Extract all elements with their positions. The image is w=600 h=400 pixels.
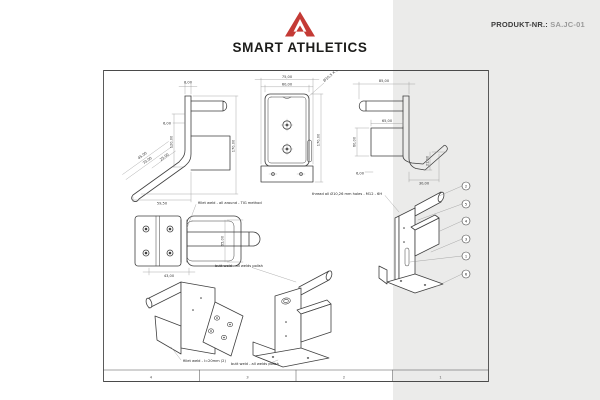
grid-number: 2 — [342, 374, 346, 380]
note-fillet-weld-20: fillet weld - l=20mm (2) — [183, 359, 226, 363]
dim-lip-length: 45,00 — [137, 151, 148, 161]
view-side-left — [123, 81, 239, 206]
view-side-right — [353, 79, 448, 185]
product-number-label: PRODUKT-NR.: — [491, 20, 548, 29]
product-number-value: SA.JC-01 — [550, 20, 585, 29]
balloon-numbers — [465, 184, 468, 276]
balloon-number: 1 — [464, 254, 468, 259]
product-number — [491, 20, 596, 29]
note-countersink: Ø10,5 X 90° — [322, 70, 342, 83]
dim-plate-height: 120,00 — [169, 135, 174, 149]
balloon-number: 6 — [464, 272, 468, 277]
logo-mark — [282, 10, 318, 38]
dim-lines — [353, 82, 446, 182]
note-thread-holes: thread all Ø10,26 mm holes - M12 - 6H — [312, 192, 383, 196]
dim-box-depth: 65,00 — [220, 235, 225, 247]
dim-labels — [353, 79, 430, 185]
dim-top-width: 85,00 — [378, 79, 390, 84]
dim-total-height: 170,00 — [316, 133, 321, 147]
dim-thickness: 6,00 — [355, 171, 364, 176]
dim-top-width: 8,00 — [183, 80, 193, 85]
dim-pin-offset: 43,00 — [163, 273, 175, 278]
dim-lip-depth: 30,00 — [418, 181, 430, 186]
dim-labels — [282, 70, 342, 146]
dim-lip-height: 21,00 — [425, 155, 430, 167]
note-butt-weld-lower: butt weld - all welds polish — [231, 362, 279, 366]
dim-body-width: 60,00 — [281, 82, 293, 87]
dim-thickness: 6,00 — [162, 121, 171, 126]
dim-total-height: 170,00 — [231, 139, 236, 153]
dim-seat-length: 70,00 — [142, 156, 153, 166]
view-iso-balloons — [312, 182, 470, 293]
view-front — [255, 70, 342, 182]
dim-labels — [137, 81, 235, 206]
view-iso-back — [145, 282, 243, 363]
note-fillet-weld-tig: fillet weld - all around - TIG method — [198, 201, 262, 205]
drawing-sheet — [103, 70, 489, 382]
balloon-number: 2 — [464, 184, 468, 189]
page-header — [0, 0, 600, 60]
note-butt-weld-upper: butt weld - all welds polish — [215, 264, 263, 268]
dim-box-width: 65,00 — [381, 119, 393, 123]
dim-box-height: 60,00 — [352, 136, 357, 148]
triangle-a-icon — [285, 12, 315, 37]
grid-number: 1 — [439, 374, 442, 380]
dim-base-width: 59,50 — [156, 201, 168, 206]
grid-number: 3 — [246, 374, 249, 380]
brand-name: SMART ATHLETICS — [232, 40, 368, 55]
dim-lines — [123, 84, 239, 202]
dim-flange-width: 75,00 — [281, 75, 293, 80]
balloon-number: 3 — [464, 237, 468, 242]
dim-seat-offset: 25,00 — [159, 152, 170, 162]
balloon-number: 4 — [464, 219, 468, 224]
balloon-number: 5 — [464, 202, 468, 207]
balloons — [462, 182, 470, 278]
grid-number: 4 — [149, 374, 153, 380]
